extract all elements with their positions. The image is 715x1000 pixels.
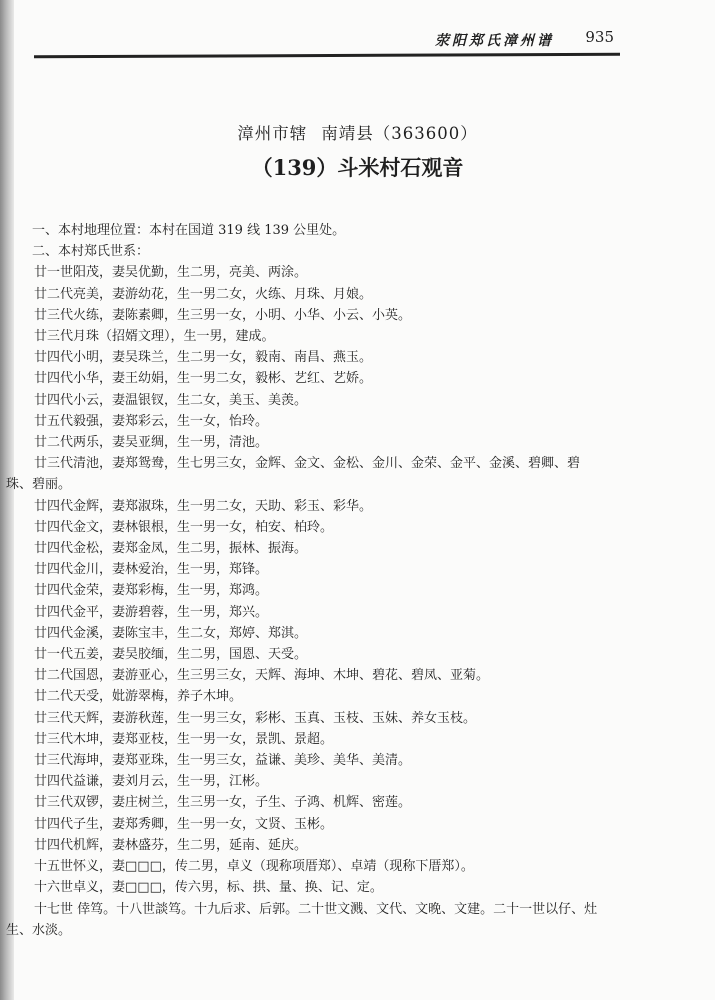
scan-shadow bbox=[0, 0, 14, 1000]
header-rule bbox=[34, 53, 620, 59]
location-heading bbox=[0, 120, 715, 144]
lineage-line: 廿二代两乐，妻吴亚绸，生一男，清池。 bbox=[34, 435, 269, 451]
lineage-line: 廿一世阳茂，妻吴优勤，生二男，亮美、两涂。 bbox=[34, 265, 308, 281]
lineage-line: 十七世 倖笃。十八世談笃。十九后求、后郭。二十世文溅、文代、文晚、文建。二十一世以仔、灶 bbox=[34, 901, 598, 917]
section-geo: 一、本村地理位置：本村在国道 319 线 139 公里处。 bbox=[32, 223, 346, 238]
lineage-line: 廿四代小华，妻王幼娟，生一男二女，毅彬、艺红、艺娇。 bbox=[34, 371, 373, 387]
lineage-line: 廿四代金文，妻林银根，生一男一女，柏安、柏玲。 bbox=[34, 519, 334, 535]
page-number: 935 bbox=[585, 28, 614, 46]
lineage-line: 廿三代天辉，妻游秋莲，生一男三女，彩彬、玉真、玉枝、玉妹、养女玉枝。 bbox=[34, 710, 477, 726]
lineage-line: 廿三代海坤，妻郑亚珠，生一男三女，益谦、美珍、美华、美清。 bbox=[34, 753, 412, 769]
village-title: （139）斗米村石观音 bbox=[251, 155, 464, 180]
lineage-line: 廿三代木坤，妻郑亚枝，生一男一女，景凯、景超。 bbox=[34, 731, 334, 747]
lineage-line: 廿四代金荣，妻郑彩梅，生一男，郑鸿。 bbox=[34, 583, 269, 599]
lineage-line: 廿五代毅强，妻郑彩云，生一女，怡玲。 bbox=[34, 413, 269, 429]
lineage-line: 廿四代子生，妻郑秀卿，生一男一女，文贤、玉彬。 bbox=[34, 816, 334, 832]
running-title: 荥阳郑氏漳州谱 bbox=[435, 33, 554, 49]
lineage-line: 十五世怀义，妻□□□，传二男，卓义（现称项厝郑）、卓靖（现称下厝郑）。 bbox=[34, 859, 474, 875]
page-header bbox=[30, 24, 620, 54]
section-lineage: 二、本村郑氏世系： bbox=[32, 244, 150, 260]
lineage-line: 廿二代亮美，妻游幼花，生一男二女，火练、月珠、月娘。 bbox=[34, 286, 373, 302]
lineage-line: 廿一代五姜，妻吴胶缅，生二男，国恩、天受。 bbox=[34, 647, 308, 663]
document-body bbox=[6, 220, 696, 941]
lineage-line: 十六世卓义，妻□□□，传六男，标、拱、量、换、记、定。 bbox=[34, 880, 383, 896]
lineage-line: 廿三代双锣，妻庄树兰，生三男一女，子生、子鸿、机辉、密莲。 bbox=[34, 795, 412, 811]
lineage-line: 廿四代金溪，妻陈宝丰，生二女，郑婷、郑淇。 bbox=[34, 625, 308, 641]
lineage-line: 廿四代机辉，妻林盛芬，生二男，延南、延庆。 bbox=[34, 837, 308, 853]
lineage-line: 廿四代金松，妻郑金凤，生二男，振林、振海。 bbox=[34, 541, 308, 557]
lineage-line: 廿二代天受，妣游翠梅，养子木坤。 bbox=[34, 689, 243, 705]
lineage-line: 廿四代益谦，妻刘月云，生一男，江彬。 bbox=[34, 774, 269, 790]
lineage-line: 廿二代国恩，妻游亚心，生三男三女，天辉、海坤、木坤、碧花、碧凤、亚菊。 bbox=[34, 668, 490, 684]
city-label: 漳州市辖 bbox=[237, 124, 308, 143]
lineage-line: 廿四代金辉，妻郑淑珠，生一男二女，天助、彩玉、彩华。 bbox=[34, 498, 373, 514]
lineage-line: 廿四代小云，妻温银钗，生二女，美玉、美羡。 bbox=[34, 392, 308, 408]
county-label: 南靖县（363600） bbox=[321, 124, 478, 143]
lineage-line: 廿四代金平，妻游碧蓉，生一男，郑兴。 bbox=[34, 604, 269, 620]
lineage-line: 廿三代清池，妻郑鸳鸯，生七男三女，金辉、金文、金松、金川、金荣、金平、金溪、碧卿、碧 bbox=[34, 456, 581, 472]
lineage-line: 廿四代小明，妻吴珠兰，生二男一女，毅南、南昌、燕玉。 bbox=[34, 350, 373, 366]
lineage-line-continuation: 珠、碧丽。 bbox=[6, 477, 72, 493]
lineage-line: 廿三代月珠（招婿文理），生一男，建成。 bbox=[34, 329, 275, 345]
lineage-line-continuation: 生、水淡。 bbox=[6, 922, 72, 938]
lineage-line: 廿三代火练，妻陈素卿，生三男一女，小明、小华、小云、小英。 bbox=[34, 307, 412, 323]
lineage-line: 廿四代金川，妻林爱治，生一男，郑锋。 bbox=[34, 562, 269, 578]
